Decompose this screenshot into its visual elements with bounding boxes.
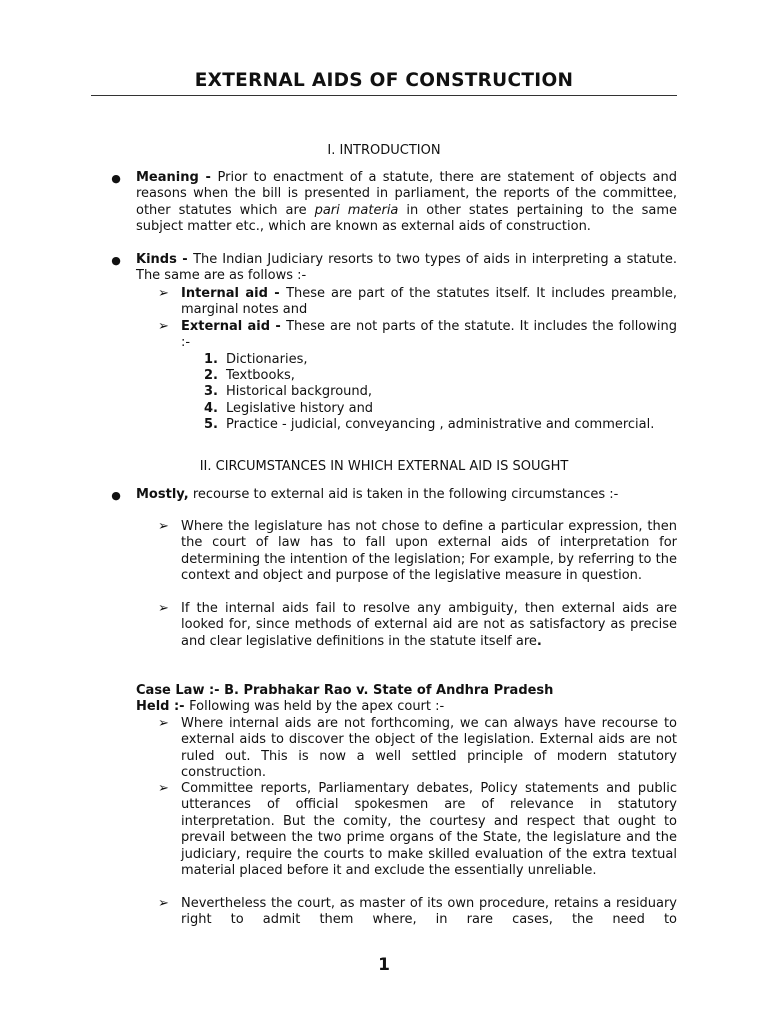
section-heading-circumstances: II. CIRCUMSTANCES IN WHICH EXTERNAL AID IS SOUGHT: [199, 459, 569, 474]
list-item: Dictionaries,: [226, 352, 308, 367]
circumstance-point-2: [181, 601, 677, 650]
internal-aid-text: These are part of the statutes itself. It includes preamble, marginal notes and: [181, 286, 677, 318]
list-number: 4.: [204, 401, 218, 416]
bullet-icon: ●: [111, 172, 121, 185]
bullet-icon: ●: [111, 254, 121, 267]
arrow-bullet-icon: ➢: [158, 286, 169, 301]
held-point-1: Where internal aids are not forthcoming, we can always have recourse to external aids to discover the object of the legislation. External aids are not ruled out. This is now a well settled principle of modern statutory construction.: [181, 716, 677, 781]
arrow-bullet-icon: ➢: [158, 601, 169, 616]
document-title: EXTERNAL AIDS OF CONSTRUCTION: [194, 70, 574, 91]
list-item: Legislative history and: [226, 401, 374, 416]
list-number: 2.: [204, 368, 218, 383]
internal-aid-label: Internal aid -: [181, 286, 287, 301]
mostly-text: recourse to external aid is taken in the following circumstances :-: [188, 487, 619, 502]
held-label: Held :-: [136, 699, 190, 714]
kinds-paragraph: [136, 252, 677, 285]
arrow-bullet-icon: ➢: [158, 896, 169, 911]
section-heading-introduction: I. INTRODUCTION: [327, 143, 441, 158]
external-aid-label: External aid -: [181, 319, 287, 334]
held-line: [136, 699, 677, 715]
list-item: Textbooks,: [226, 368, 295, 383]
meaning-text-cont: in other states pertaining to the same subject matter etc., which are known as external aids of construction.: [136, 202, 677, 235]
circumstance-point-2-text: If the internal aids fail to resolve any ambiguity, then external aids are looked for, since methods of external aid are not as satisfactory as precise and clear legislative definitions in the statute itself are: [181, 601, 677, 649]
meaning-text: Prior to enactment of a statute, there are statement of objects and reasons when the bill is presented in parliament, the reports of the committee, other statutes which are: [136, 170, 677, 218]
list-item: Practice - judicial, conveyancing , administrative and commercial.: [226, 417, 655, 432]
meaning-italic-term: pari materia: [314, 202, 399, 218]
circumstance-point-2-end: .: [536, 633, 542, 649]
case-law-title: Case Law :- B. Prabhakar Rao v. State of Andhra Pradesh: [136, 683, 554, 698]
kinds-label: Kinds -: [136, 252, 194, 267]
bullet-icon: ●: [111, 489, 121, 502]
held-point-3: Nevertheless the court, as master of its own procedure, retains a residuary right to admit them where, in rare cases, the need to: [181, 896, 677, 928]
kinds-text: The Indian Judiciary resorts to two types of aids in interpreting a statute. The same are as follows :-: [136, 252, 678, 284]
arrow-bullet-icon: ➢: [158, 781, 169, 796]
title-underline: [91, 95, 677, 96]
meaning-label: Meaning -: [136, 170, 218, 185]
external-aid-text: These are not parts of the statute. It includes the following :-: [181, 319, 677, 351]
circumstance-point-1: Where the legislature has not chose to define a particular expression, then the court of law has to fall upon external aids of interpretation for determining the intention of the legislation; For example, by referring to the context and object and purpose of the legislative measure in question.: [181, 519, 677, 584]
external-aid-item: [181, 319, 677, 352]
list-item: Historical background,: [226, 384, 373, 399]
arrow-bullet-icon: ➢: [158, 716, 169, 731]
list-number: 1.: [204, 352, 218, 367]
page-number: 1: [378, 955, 390, 975]
list-number: 3.: [204, 384, 218, 399]
arrow-bullet-icon: ➢: [158, 519, 169, 534]
list-number: 5.: [204, 417, 218, 432]
held-point-2: Committee reports, Parliamentary debates, Policy statements and public utterances of official spokesmen are of relevance in statutory interpretation. But the comity, the courtesy and respect that ought to prevail between the two prime organs of the State, the legislature and the judiciary, require the courts to make skilled evaluation of the extra textual material placed before it and exclude the essentially unreliable.: [181, 781, 677, 879]
meaning-paragraph: [136, 170, 677, 236]
mostly-paragraph: [136, 487, 677, 503]
held-text: Following was held by the apex court :-: [189, 699, 445, 714]
arrow-bullet-icon: ➢: [158, 319, 169, 334]
internal-aid-item: [181, 286, 677, 319]
mostly-label: Mostly,: [136, 487, 189, 502]
